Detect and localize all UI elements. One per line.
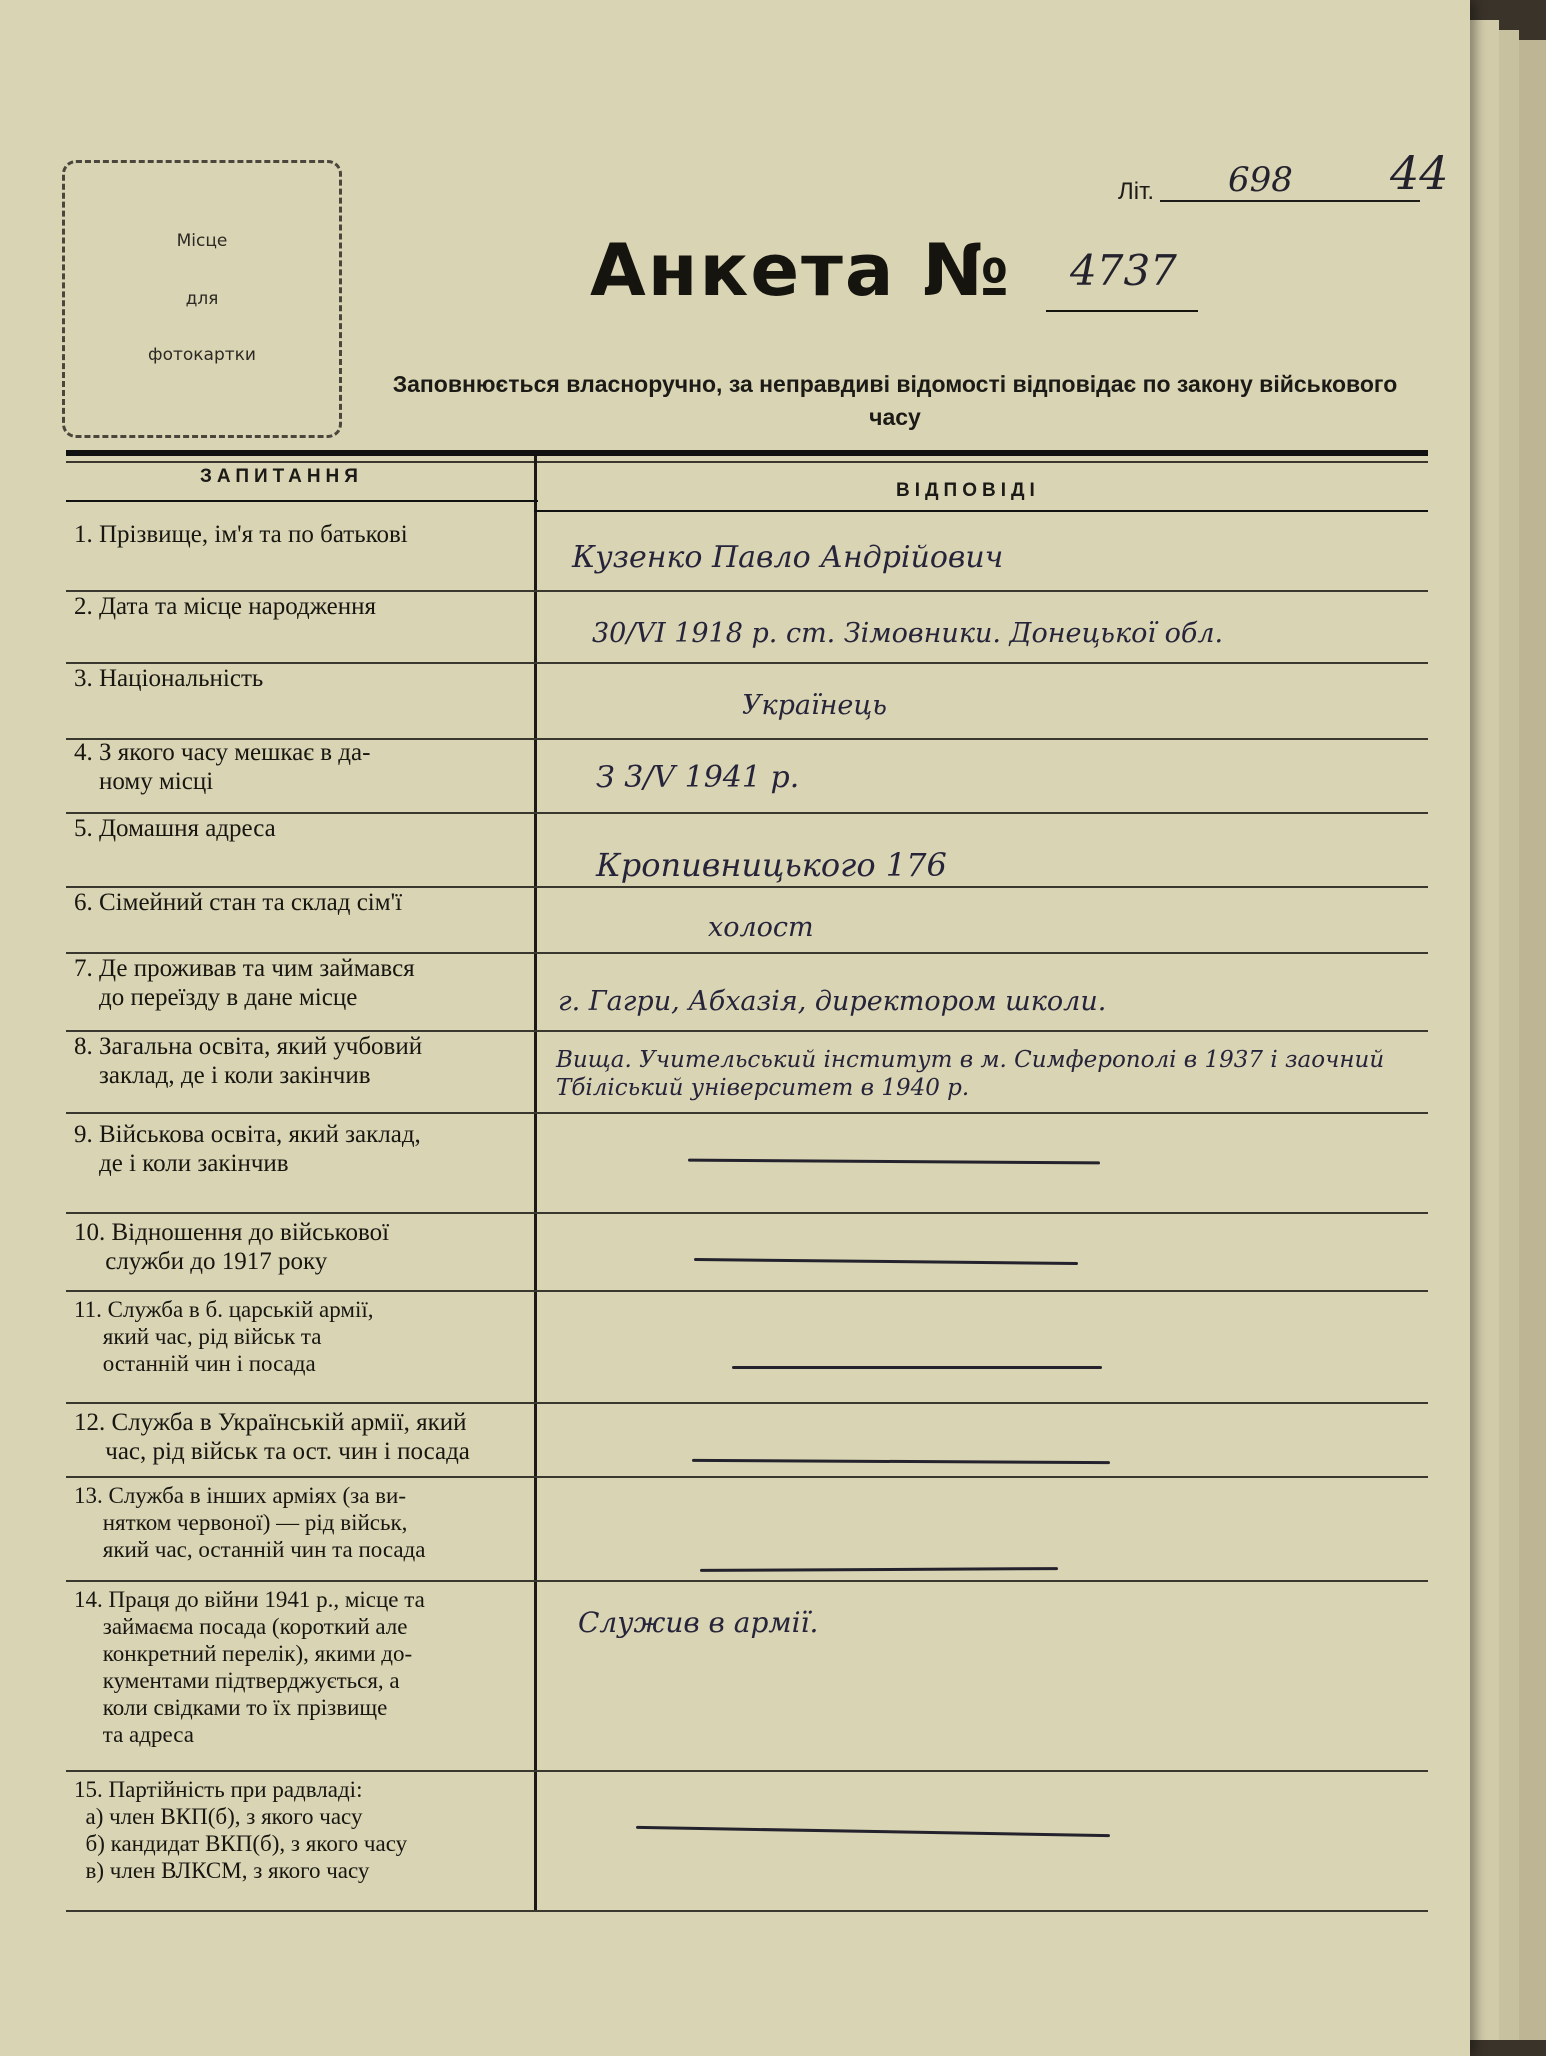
question-13: 13. Служба в інших арміях (за ви- нятком червоної) — рід військ, який час, останній чин та посада xyxy=(74,1483,426,1562)
table-top-rule xyxy=(66,450,1428,456)
row-separator xyxy=(66,1212,1428,1214)
row-separator xyxy=(66,662,1428,664)
answer-1: Кузенко Павло Андрійович xyxy=(572,540,1004,575)
empty-answer-dash-13 xyxy=(700,1567,1058,1572)
row-separator xyxy=(66,1112,1428,1114)
lit-number: 698 xyxy=(1228,160,1293,200)
photo-label-line2: для xyxy=(185,289,219,309)
empty-answer-dash-12 xyxy=(692,1459,1110,1464)
answer-14: Служив в армії. xyxy=(578,1606,819,1639)
lit-underline xyxy=(1160,200,1420,202)
page-title: Анкета № xyxy=(590,228,1012,312)
answer-7: г. Гагри, Абхазія, директором школи. xyxy=(558,986,1107,1017)
row-separator xyxy=(66,1476,1428,1478)
row-separator xyxy=(66,1402,1428,1404)
sheet-number: 44 xyxy=(1390,146,1449,200)
empty-answer-dash-10 xyxy=(694,1258,1078,1265)
answer-6: холост xyxy=(708,912,814,943)
lit-label: Літ. xyxy=(1118,178,1155,205)
header-divider-right xyxy=(534,510,1428,512)
empty-answer-dash-11 xyxy=(732,1366,1102,1369)
question-11: 11. Служба в б. царській армії, який час, рід військ та останній чин і посада xyxy=(74,1297,374,1376)
photo-label-line1: Місце xyxy=(176,231,228,251)
answer-2: 30/VI 1918 р. ст. Зімовники. Донецької обл. xyxy=(592,618,1224,649)
table-top-rule-thin xyxy=(66,461,1428,463)
question-7: 7. Де проживав та чим займався до переїзду в дане місце xyxy=(74,955,415,1011)
column-header-answers: ВІДПОВІДІ xyxy=(896,480,1040,501)
answer-8: Вища. Учительський інститут в м. Симферополі в 1937 і заочний Тбіліський університет в 1940 р. xyxy=(556,1047,1385,1101)
form-number: 4737 xyxy=(1070,246,1177,295)
row-separator xyxy=(66,1770,1428,1772)
question-12: 12. Служба в Українській армії, який час, рід військ та ост. чин і посада xyxy=(74,1409,470,1465)
question-10: 10. Відношення до військової служби до 1917 року xyxy=(74,1219,390,1275)
photo-placeholder xyxy=(62,160,342,438)
form-number-underline xyxy=(1046,310,1198,312)
header-divider-left xyxy=(66,500,538,502)
column-divider xyxy=(534,456,537,1911)
question-4: 4. З якого часу мешкає в да- ному місці xyxy=(74,739,371,795)
page-subtitle: Заповнюється власноручно, за неправдиві відомості відповідає по закону військового часу xyxy=(392,371,1398,430)
question-1: 1. Прізвище, ім'я та по батькові xyxy=(74,521,408,548)
empty-answer-dash-15 xyxy=(636,1826,1110,1837)
question-3: 3. Національність xyxy=(74,665,264,692)
answer-4: З 3/V 1941 р. xyxy=(596,760,800,795)
column-header-questions: ЗАПИТАННЯ xyxy=(200,466,363,487)
question-2: 2. Дата та місце народження xyxy=(74,593,377,620)
question-8: 8. Загальна освіта, який учбовий заклад, де і коли закінчив xyxy=(74,1033,423,1089)
row-separator xyxy=(66,1580,1428,1582)
answer-3: Українець xyxy=(742,690,887,721)
question-15: 15. Партійність при радвладі: а) член ВКП(б), з якого часу б) кандидат ВКП(б), з якого часу в) член ВЛКСМ, з якого часу xyxy=(74,1777,408,1883)
photo-label-line3: фотокартки xyxy=(148,345,256,365)
empty-answer-dash-9 xyxy=(688,1159,1100,1165)
question-9: 9. Військова освіта, який заклад, де і коли закінчив xyxy=(74,1121,421,1177)
question-14: 14. Праця до війни 1941 р., місце та займаєма посада (короткий але конкретний перелік), якими до- кументами підтверджується, а коли свідками то їх прізвище та адреса xyxy=(74,1587,425,1747)
answer-5: Кропивницького 176 xyxy=(596,846,947,884)
question-6: 6. Сімейний стан та склад сім'ї xyxy=(74,889,403,916)
row-separator xyxy=(66,1290,1428,1292)
question-5: 5. Домашня адреса xyxy=(74,815,276,842)
row-separator xyxy=(66,1910,1428,1912)
